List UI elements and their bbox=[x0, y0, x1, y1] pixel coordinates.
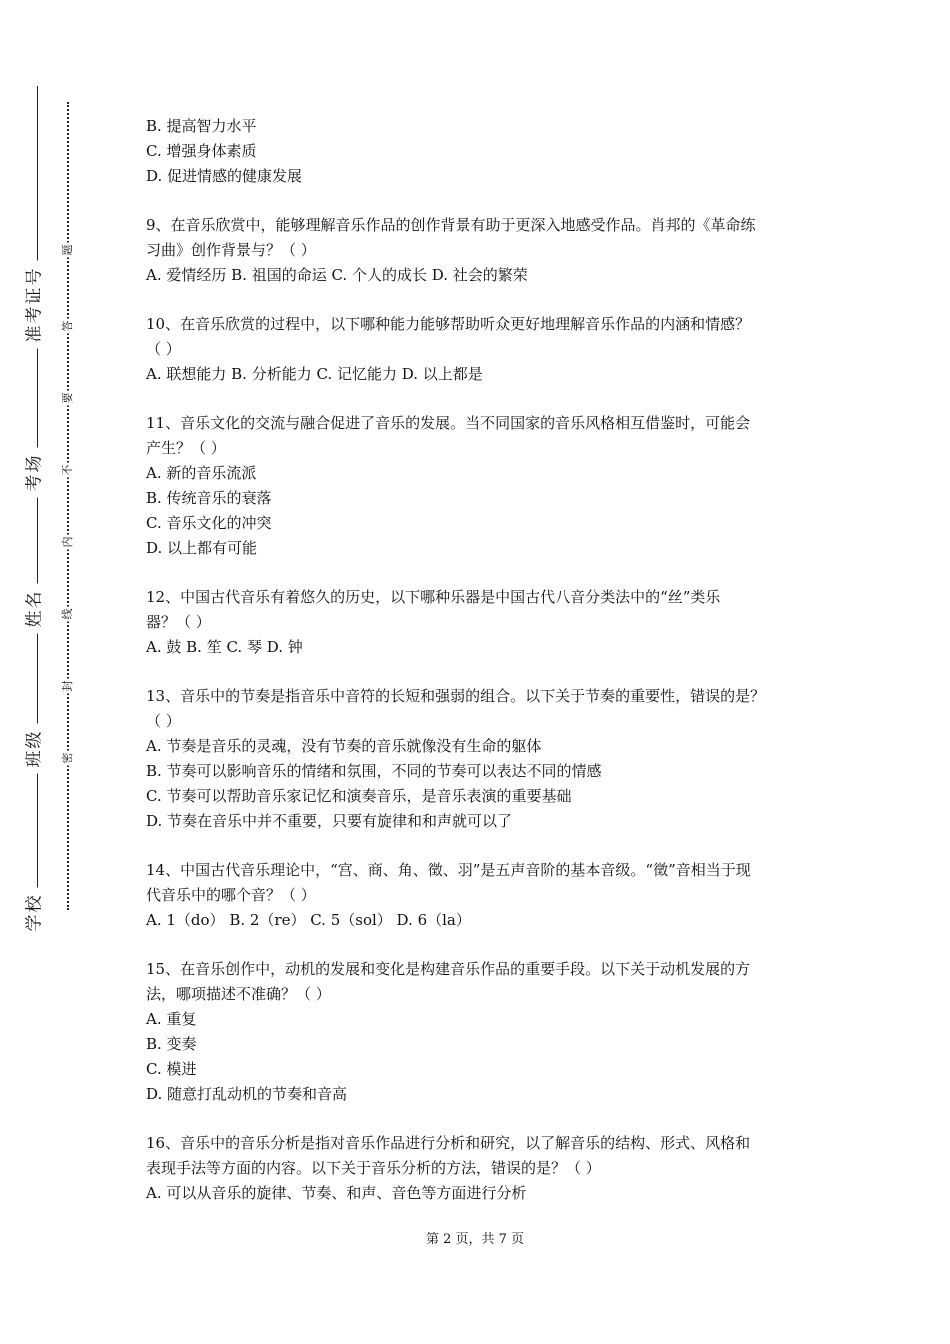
question-text: 代音乐中的哪个音？（ ） bbox=[146, 886, 316, 904]
option-line: D. 以上都有可能 bbox=[146, 539, 258, 557]
field-name: 姓名 bbox=[18, 584, 47, 634]
option-line: A. 新的音乐流派 bbox=[146, 464, 257, 482]
option-line: C. 增强身体素质 bbox=[146, 142, 257, 160]
question-15 bbox=[146, 957, 826, 1107]
option-line: A. 爱情经历 B. 祖国的命运 C. 个人的成长 D. 社会的繁荣 bbox=[146, 266, 528, 284]
option-line: B. 变奏 bbox=[146, 1035, 197, 1053]
question-text: （ ） bbox=[146, 712, 181, 730]
option-line: C. 音乐文化的冲突 bbox=[146, 514, 272, 532]
binding-solid-line bbox=[37, 86, 38, 926]
question-13 bbox=[146, 684, 826, 834]
question-9 bbox=[146, 213, 826, 288]
field-exam-room: 考场 bbox=[18, 448, 47, 498]
option-line: D. 节奏在音乐中并不重要，只要有旋律和和声就可以了 bbox=[146, 812, 513, 830]
binding-dotted-line bbox=[67, 102, 69, 910]
seal-char: 线 bbox=[57, 607, 77, 622]
question-10 bbox=[146, 312, 826, 387]
seal-char: 不 bbox=[57, 463, 77, 478]
option-line: B. 传统音乐的衰落 bbox=[146, 489, 272, 507]
question-text: 习曲》创作背景与？（ ） bbox=[146, 241, 316, 259]
option-line: B. 节奏可以影响音乐的情绪和氛围，不同的节奏可以表达不同的情感 bbox=[146, 762, 602, 780]
question-text: 12、中国古代音乐有着悠久的历史，以下哪种乐器是中国古代八音分类法中的“丝”类乐 bbox=[146, 588, 721, 606]
option-line: A. 联想能力 B. 分析能力 C. 记忆能力 D. 以上都是 bbox=[146, 365, 483, 383]
question-list bbox=[146, 114, 826, 1206]
question-11 bbox=[146, 411, 826, 561]
question-text: 产生？（ ） bbox=[146, 439, 226, 457]
field-class: 班级 bbox=[18, 724, 47, 774]
option-line: A. 节奏是音乐的灵魂，没有节奏的音乐就像没有生命的躯体 bbox=[146, 737, 542, 755]
question-text: 13、音乐中的节奏是指音乐中音符的长短和强弱的组合。以下关于节奏的重要性，错误的是？ bbox=[146, 687, 766, 705]
option-line: C. 模进 bbox=[146, 1060, 197, 1078]
option-line: A. 1（do） B. 2（re） C. 5（sol） D. 6（la） bbox=[146, 911, 471, 929]
question-14 bbox=[146, 858, 826, 933]
question-text: 器？（ ） bbox=[146, 613, 211, 631]
question-text: 14、中国古代音乐理论中，“宫、商、角、徵、羽”是五声音阶的基本音级。“徵”音相当于现 bbox=[146, 861, 751, 879]
question-text: 表现手法等方面的内容。以下关于音乐分析的方法，错误的是？（ ） bbox=[146, 1159, 601, 1177]
question-text: （ ） bbox=[146, 340, 181, 358]
option-line: B. 提高智力水平 bbox=[146, 117, 257, 135]
option-line: C. 节奏可以帮助音乐家记忆和演奏音乐，是音乐表演的重要基础 bbox=[146, 787, 572, 805]
field-school: 学校 bbox=[18, 888, 47, 938]
seal-char: 要 bbox=[57, 391, 77, 406]
carryover-options bbox=[146, 114, 826, 189]
field-exam-id: 准考证号 bbox=[18, 261, 47, 349]
option-line: D. 随意打乱动机的节奏和音高 bbox=[146, 1085, 348, 1103]
option-line: A. 可以从音乐的旋律、节奏、和声、音色等方面进行分析 bbox=[146, 1184, 527, 1202]
question-16 bbox=[146, 1131, 826, 1206]
question-text: 15、在音乐创作中，动机的发展和变化是构建音乐作品的重要手段。以下关于动机发展的方 bbox=[146, 960, 751, 978]
page-footer: 第 2 页，共 7 页 bbox=[425, 1232, 525, 1247]
seal-char: 密 bbox=[57, 751, 77, 766]
seal-char: 答 bbox=[57, 319, 77, 334]
option-line: A. 鼓 B. 笙 C. 琴 D. 钟 bbox=[146, 638, 303, 656]
option-line: D. 促进情感的健康发展 bbox=[146, 167, 303, 185]
binding-margin bbox=[0, 0, 120, 1344]
question-text: 法，哪项描述不准确？（ ） bbox=[146, 985, 331, 1003]
question-text: 9、在音乐欣赏中，能够理解音乐作品的创作背景有助于更深入地感受作品。肖邦的《革命练 bbox=[146, 216, 756, 234]
question-text: 11、音乐文化的交流与融合促进了音乐的发展。当不同国家的音乐风格相互借鉴时，可能会 bbox=[146, 414, 751, 432]
seal-char: 题 bbox=[57, 243, 77, 258]
seal-char: 内 bbox=[57, 535, 77, 550]
question-12 bbox=[146, 585, 826, 660]
question-text: 10、在音乐欣赏的过程中，以下哪种能力能够帮助听众更好地理解音乐作品的内涵和情感？ bbox=[146, 315, 751, 333]
question-text: 16、音乐中的音乐分析是指对音乐作品进行分析和研究，以了解音乐的结构、形式、风格和 bbox=[146, 1134, 751, 1152]
seal-char: 封 bbox=[57, 679, 77, 694]
option-line: A. 重复 bbox=[146, 1010, 197, 1028]
